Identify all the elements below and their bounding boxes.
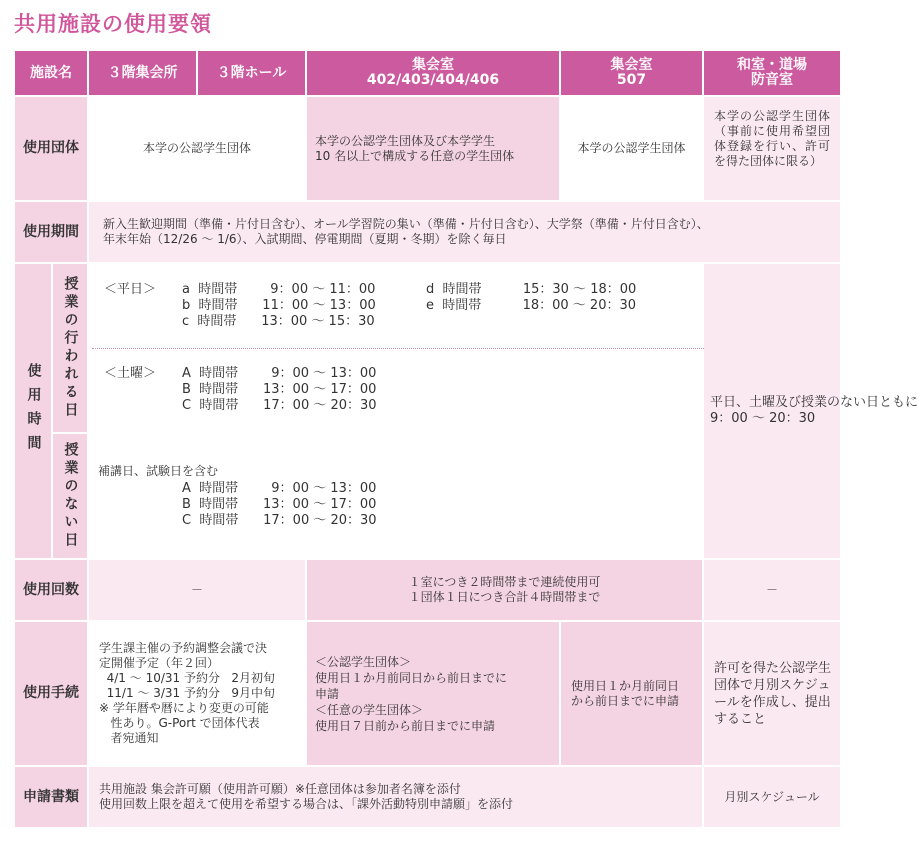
page-title: 共用施設の使用要領 [14,12,212,36]
time-no-class-days-area [89,434,702,558]
header-room507-line1: 集会室 [610,57,653,73]
time-sublabel-no-class-days-text: 授業のない日 [62,442,79,550]
procedure-hall: 学生課主催の予約調整会議で決 定開催予定（年２回） 4/1 ～ 10/31 予約分 2月初旬 11/1 ～ 3/31 予約分 9月中旬 ※ 学年暦や暦により変更の可能 性あり。G-Port で団体代表 者宛通知 [89,622,305,765]
header-washitsu [704,51,840,95]
row-label-documents: 申請書類 [15,767,87,827]
header-washitsu-line2: 防音室 [751,72,793,88]
group-room-multi: 本学の公認学生団体及び本学学生 10 名以上で構成する任意の学生団体 [307,97,559,200]
header-room-multi-line2: 402/403/404/406 [366,72,500,88]
row-label-count: 使用回数 [15,560,87,620]
header-room-multi [307,51,559,95]
time-sublabel-class-days-text: 授業の行われる日 [62,276,79,420]
time-washitsu: 平日、土曜及び授業のない日ともに 9：00 ～ 20：30 [704,264,840,558]
period-text: 新入生歓迎期間（準備・片付日含む）、オール学習院の集い（準備・片付日含む）、大学祭（準備・片付日含む）、 年末年始（12/26 ～ 1/6）、入試期間、停電期間（夏期・冬期）を除く毎日 [89,202,840,262]
count-hall: － [89,560,305,620]
header-room507-line2: 507 [616,72,647,88]
group-room507: 本学の公認学生団体 [561,97,702,200]
header-hall3b: ３階ホール [198,51,305,95]
procedure-washitsu: 許可を得た公認学生団体で月別スケジュールを作成し、提出すること [704,622,840,765]
documents-washitsu: 月別スケジュール [704,767,840,827]
row-label-procedure: 使用手続 [15,622,87,765]
time-sublabel-class-days [53,264,87,432]
group-washitsu: 本学の公認学生団体（事前に使用希望団体登録を行い、許可を得た団体に限る） [704,97,840,200]
procedure-room507: 使用日１か月前同日 から前日までに申請 [561,622,702,765]
row-label-time-text: 使用時間 [25,363,42,459]
row-label-period: 使用期間 [15,202,87,262]
noclass-slots: A 時間帯 9：00 ～ 13：00 B 時間帯 13：00 ～ 17：00 C 時間帯 17：00 ～ 20：30 [182,481,377,528]
header-washitsu-line1: 和室・道場 [737,57,807,73]
header-hall3: ３階集会所 [89,51,196,95]
weekday-slots-right: d 時間帯 15：30 ～ 18：00 e 時間帯 18：00 ～ 20：30 [426,282,637,313]
row-label-group: 使用団体 [15,97,87,200]
procedure-room-multi: ＜公認学生団体＞ 使用日１か月前同日から前日までに 申請 ＜任意の学生団体＞ 使用日７日前から前日までに申請 [307,622,559,765]
saturday-label: ＜土曜＞ [104,366,157,381]
header-facility: 施設名 [15,51,87,95]
row-label-time [15,264,51,558]
count-washitsu: － [704,560,840,620]
count-rooms: １室につき２時間帯まで連続使用可 １団体１日につき合計４時間帯まで [307,560,702,620]
header-room507 [561,51,702,95]
documents-text: 共用施設 集会許可願（使用許可願）※任意団体は参加者名簿を添付 使用回数上限を超えて使用を希望する場合は、「課外活動特別申請願」を添付 [89,767,702,827]
saturday-slots: A 時間帯 9：00 ～ 13：00 B 時間帯 13：00 ～ 17：00 C 時間帯 17：00 ～ 20：30 [182,366,377,413]
group-hall: 本学の公認学生団体 [89,97,305,200]
noclass-note: 補講日、試験日を含む [98,464,219,478]
weekday-label: ＜平日＞ [104,282,157,297]
divider-weekday-saturday [92,348,704,349]
weekday-slots-left: a 時間帯 9：00 ～ 11：00 b 時間帯 11：00 ～ 13：00 c 時間帯 13：00 ～ 15：30 [182,282,376,329]
header-room-multi-line1: 集会室 [412,57,454,73]
time-sublabel-no-class-days [53,434,87,558]
